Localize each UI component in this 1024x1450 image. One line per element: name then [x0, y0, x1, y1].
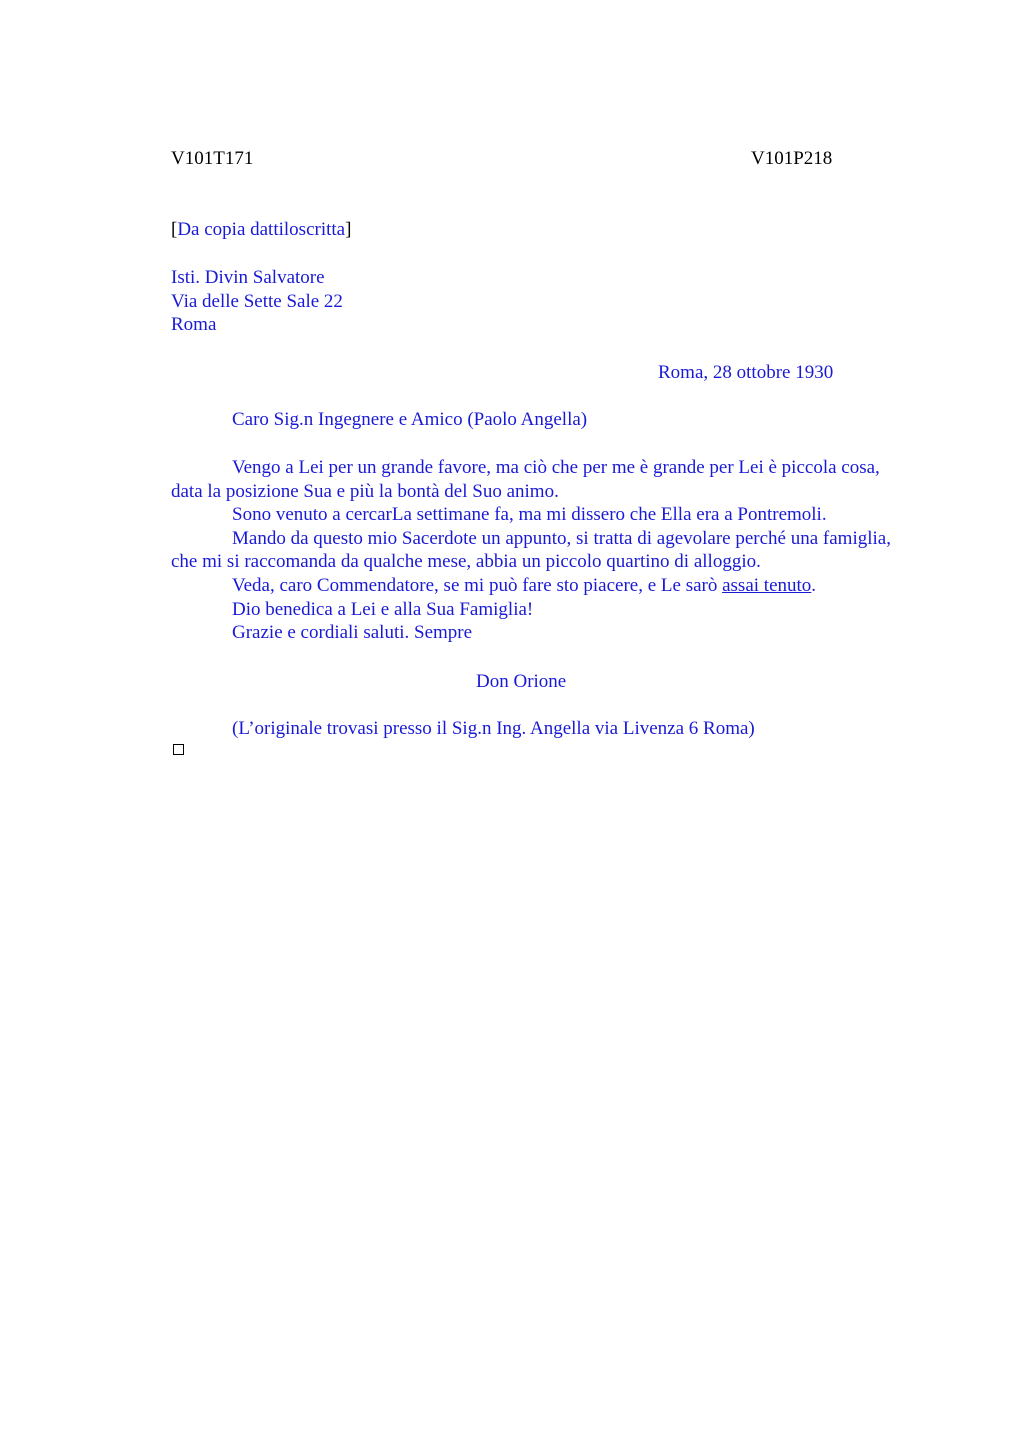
- signature: Don Orione: [476, 671, 567, 692]
- address-line: Via delle Sette Sale 22: [171, 290, 343, 312]
- body-paragraph: Vengo a Lei per un grande favore, ma ciò che per me è grande per Lei è piccola cosa, data la posizione Sua e più la bontà del Suo animo.: [171, 457, 880, 502]
- body-text-span: .: [811, 574, 817, 596]
- original-location-note: (L’originale trovasi presso il Sig.n Ing. Angella via Livenza 6 Roma): [232, 718, 755, 739]
- body-text-span: Veda, caro Commendatore, se mi può fare sto piacere, e Le sarò: [232, 574, 723, 596]
- source-note-text: Da copia dattiloscritta: [177, 219, 346, 240]
- address-line: Isti. Divin Salvatore: [171, 267, 325, 288]
- salutation: Caro Sig.n Ingegnere e Amico (Paolo Angella): [232, 409, 588, 430]
- checkbox-square-icon: [173, 744, 184, 755]
- body-paragraph: Mando da questo mio Sacerdote un appunto, si tratta di agevolare perché una famiglia, che mi si raccomanda da qualche mese, abbia un piccolo quartino di alloggio.: [171, 527, 891, 573]
- document-code-left: V101T171: [171, 148, 254, 169]
- source-note-open-bracket: [: [171, 219, 178, 240]
- body-paragraph: Dio benedica a Lei e alla Sua Famiglia!: [232, 598, 534, 620]
- letter-date: Roma, 28 ottobre 1930: [658, 362, 834, 383]
- address-line: Roma: [171, 314, 217, 336]
- underlined-phrase: assai tenuto: [722, 574, 812, 596]
- body-paragraph: Grazie e cordiali saluti. Sempre: [232, 622, 473, 644]
- letter-body: [171, 456, 895, 645]
- body-paragraph: Sono venuto a cercarLa settimane fa, ma mi dissero che Ella era a Pontremoli.: [232, 504, 827, 526]
- body-paragraph: [171, 574, 895, 598]
- recipient-address: [171, 266, 343, 337]
- source-note: [171, 218, 351, 242]
- document-code-right: V101P218: [751, 148, 833, 169]
- source-note-close-bracket: ]: [345, 219, 352, 240]
